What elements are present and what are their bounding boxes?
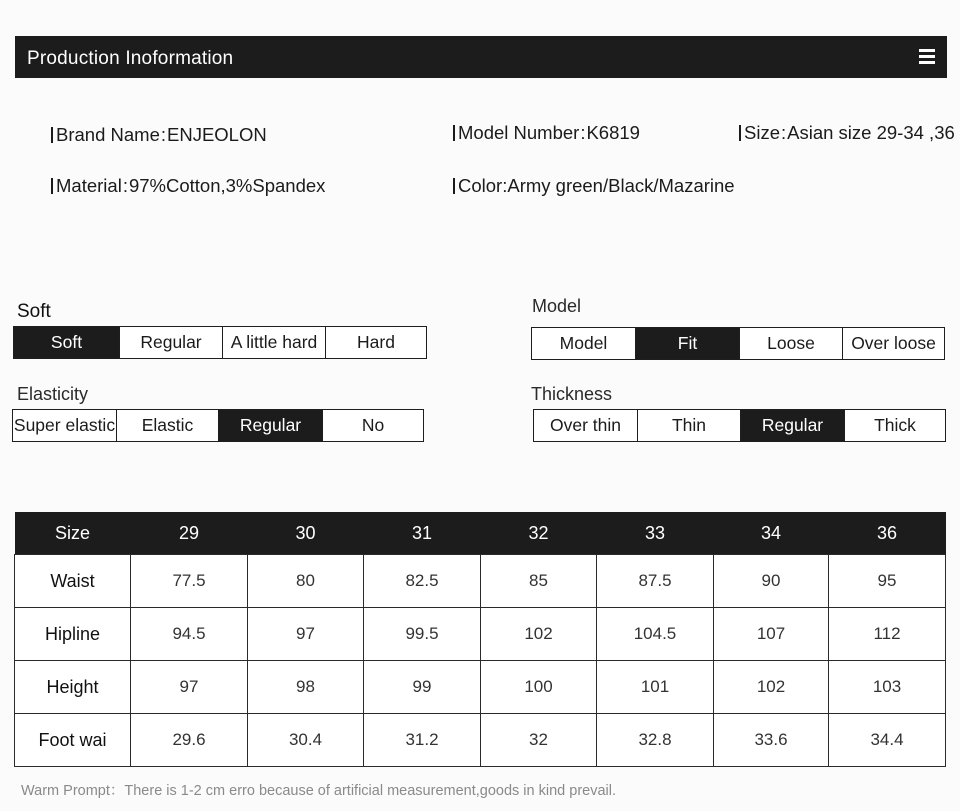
soft-option-hard[interactable]: Hard <box>325 327 426 358</box>
thickness-option-thin[interactable]: Thin <box>637 410 740 441</box>
table-cell: 97 <box>248 608 364 661</box>
bullet-bar <box>51 127 53 143</box>
elasticity-label: Elasticity <box>17 384 89 404</box>
table-row <box>15 661 946 714</box>
header-34: 34 <box>714 512 829 555</box>
table-cell: 32 <box>481 714 597 767</box>
row-label-height: Height <box>15 661 131 714</box>
table-cell: 107 <box>714 608 829 661</box>
color-info: Color:Army green/Black/Mazarine <box>453 175 735 197</box>
elasticity-option-no[interactable]: No <box>322 410 423 441</box>
table-cell: 101 <box>597 661 714 714</box>
table-cell: 32.8 <box>597 714 714 767</box>
model-number-info: Model Number:K6819 <box>453 122 640 144</box>
header-30: 30 <box>248 512 364 555</box>
row-label-foot-wai: Foot wai <box>15 714 131 767</box>
warm-prompt-note: Warm Prompt：There is 1-2 cm erro because of artificial measurement,goods in kind prevail. <box>21 783 616 799</box>
section-title: Production Inoformation <box>27 48 234 69</box>
header-31: 31 <box>364 512 481 555</box>
elasticity-option-elastic[interactable]: Elastic <box>116 410 218 441</box>
soft-selector <box>13 326 427 359</box>
table-cell: 34.4 <box>829 714 946 767</box>
thickness-selector <box>533 409 946 442</box>
brand-name-value: ENJEOLON <box>167 124 267 145</box>
header-33: 33 <box>597 512 714 555</box>
table-cell: 80 <box>248 555 364 608</box>
elasticity-option-super-elastic[interactable]: Super elastic <box>13 415 116 435</box>
row-label-hipline: Hipline <box>15 608 131 661</box>
header-36: 36 <box>829 512 946 555</box>
size-value: Asian size 29-34 ,36 <box>787 122 955 143</box>
table-cell: 30.4 <box>248 714 364 767</box>
section-header <box>15 36 947 78</box>
model-option-over-loose[interactable]: Over loose <box>842 328 944 359</box>
header-32: 32 <box>481 512 597 555</box>
table-cell: 82.5 <box>364 555 481 608</box>
thickness-option-regular[interactable]: Regular <box>740 410 844 441</box>
model-number-value: K6819 <box>586 122 640 143</box>
size-info: Size:Asian size 29-34 ,36 <box>739 122 955 144</box>
table-cell: 90 <box>714 555 829 608</box>
model-option-loose[interactable]: Loose <box>739 328 842 359</box>
table-row <box>15 608 946 661</box>
brand-name-info: Brand Name:ENJEOLON <box>51 124 267 146</box>
material-value: 97%Cotton,3%Spandex <box>128 175 326 196</box>
table-cell: 112 <box>829 608 946 661</box>
header-29: 29 <box>131 512 248 555</box>
table-cell: 94.5 <box>131 608 248 661</box>
size-chart-table <box>14 512 946 767</box>
table-row <box>15 555 946 608</box>
bullet-bar <box>739 125 741 141</box>
table-cell: 99 <box>364 661 481 714</box>
model-option-fit[interactable]: Fit <box>635 328 739 359</box>
bullet-bar <box>453 125 455 141</box>
table-cell: 103 <box>829 661 946 714</box>
table-cell: 87.5 <box>597 555 714 608</box>
table-cell: 99.5 <box>364 608 481 661</box>
table-row <box>15 714 946 767</box>
soft-option-a-little-hard[interactable]: A little hard <box>222 327 325 358</box>
table-cell: 102 <box>714 661 829 714</box>
row-label-waist: Waist <box>15 555 131 608</box>
soft-label: Soft <box>17 301 51 322</box>
material-info: Material:97%Cotton,3%Spandex <box>51 175 325 197</box>
table-cell: 100 <box>481 661 597 714</box>
table-cell: 85 <box>481 555 597 608</box>
model-number-label: Model Number <box>458 122 580 143</box>
model-selector <box>531 327 945 360</box>
table-cell: 31.2 <box>364 714 481 767</box>
size-label: Size <box>744 122 780 143</box>
material-label: Material <box>56 175 122 196</box>
model-option-model[interactable]: Model <box>559 333 608 353</box>
bullet-bar <box>51 178 53 194</box>
brand-name-label: Brand Name <box>56 124 160 145</box>
table-cell: 29.6 <box>131 714 248 767</box>
table-cell: 33.6 <box>714 714 829 767</box>
thickness-option-thick[interactable]: Thick <box>844 410 945 441</box>
table-cell: 95 <box>829 555 946 608</box>
model-label: Model <box>532 296 582 316</box>
elasticity-selector <box>12 409 424 442</box>
table-cell: 97 <box>131 661 248 714</box>
soft-option-soft[interactable]: Soft <box>14 327 119 358</box>
color-label: Color <box>458 175 503 196</box>
table-cell: 102 <box>481 608 597 661</box>
soft-option-regular[interactable]: Regular <box>119 327 222 358</box>
color-value: Army green/Black/Mazarine <box>507 175 735 196</box>
thickness-option-over-thin[interactable]: Over thin <box>550 415 621 435</box>
menu-icon[interactable] <box>919 49 935 65</box>
table-cell: 104.5 <box>597 608 714 661</box>
table-cell: 98 <box>248 661 364 714</box>
header-size: Size <box>15 512 131 555</box>
bullet-bar <box>453 178 455 194</box>
table-cell: 77.5 <box>131 555 248 608</box>
thickness-label: Thickness <box>531 384 613 404</box>
elasticity-option-regular[interactable]: Regular <box>218 410 322 441</box>
table-header-row <box>15 512 946 555</box>
